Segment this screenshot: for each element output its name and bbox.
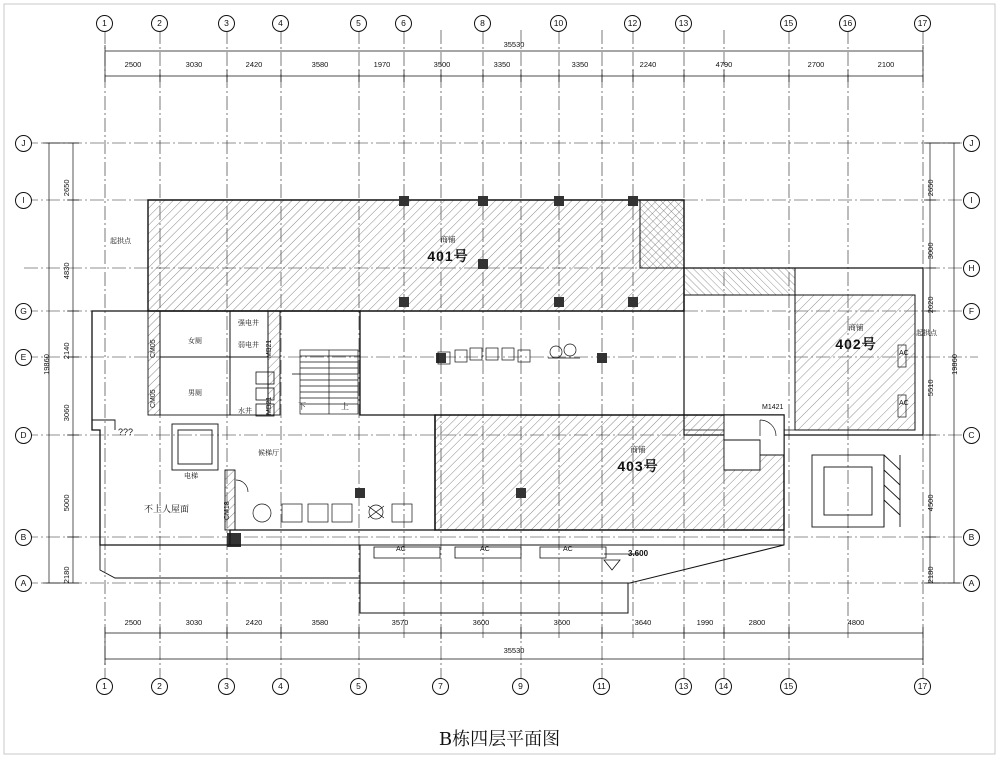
top-dim-8: 3350 — [571, 60, 589, 69]
left-dim-5: 5000 — [61, 494, 71, 512]
grid-bubble-right-F: F — [963, 303, 980, 320]
left-dim-1: 2650 — [61, 179, 71, 197]
bottom-dim-5: 3570 — [391, 618, 409, 627]
right-dim-4: 5510 — [925, 379, 935, 397]
grid-bubble-left-D: D — [15, 427, 32, 444]
shop-402-sub: 商铺 — [848, 323, 864, 332]
door-cm05-b-label: CM05 — [150, 389, 157, 408]
grid-bubble-top-4: 4 — [272, 15, 289, 32]
bottom-dim-1: 2500 — [124, 618, 142, 627]
grid-bubble-bottom-11: 11 — [593, 678, 610, 695]
grid-bubble-top-6: 6 — [395, 15, 412, 32]
stair-up-label: 上 — [341, 402, 349, 411]
grid-bubble-bottom-9: 9 — [512, 678, 529, 695]
level-mark-label: 3.600 — [628, 549, 649, 558]
ac-unit-right-1-label: AC — [899, 350, 909, 357]
door-cm05-a-label: CM05 — [150, 339, 157, 358]
grid-bubble-top-15: 15 — [780, 15, 797, 32]
top-dim-4: 3580 — [311, 60, 329, 69]
grid-bubble-bottom-4: 4 — [272, 678, 289, 695]
unknown-mark-label: ??? — [118, 427, 134, 437]
grid-bubble-bottom-1: 1 — [96, 678, 113, 695]
overall-height-right: 19860 — [949, 354, 959, 375]
grid-bubble-top-1: 1 — [96, 15, 113, 32]
起拱点-left-label: 起拱点 — [110, 238, 131, 245]
grid-bubble-bottom-5: 5 — [350, 678, 367, 695]
grid-bubble-left-I: I — [15, 192, 32, 209]
toilet-female-label: 女厕 — [188, 338, 202, 345]
bottom-dim-7: 3600 — [553, 618, 571, 627]
right-dim-3: 2020 — [925, 296, 935, 314]
shop-401-sub: 商铺 — [440, 235, 456, 244]
right-dim-2: 3000 — [925, 242, 935, 260]
shop-403-label — [588, 444, 688, 476]
door-mb21-b-label: MB21 — [266, 396, 273, 415]
top-dim-12: 2100 — [877, 60, 895, 69]
grid-bubble-bottom-2: 2 — [151, 678, 168, 695]
bottom-dim-3: 2420 — [245, 618, 263, 627]
door-m1421-label: M1421 — [762, 404, 784, 411]
weak-electric-shaft-label: 弱电井 — [238, 342, 259, 349]
grid-bubble-top-17: 17 — [914, 15, 931, 32]
grid-bubble-top-3: 3 — [218, 15, 235, 32]
bottom-dim-9: 1990 — [696, 618, 714, 627]
shop-403-number: 403号 — [617, 458, 659, 474]
non-accessible-roof-label: 不上人屋面 — [144, 504, 190, 514]
grid-bubble-bottom-15: 15 — [780, 678, 797, 695]
grid-bubble-left-A: A — [15, 575, 32, 592]
left-dim-4: 3060 — [61, 404, 71, 422]
stair-down-label: 下 — [298, 402, 306, 411]
grid-bubble-top-10: 10 — [550, 15, 567, 32]
shop-402-number: 402号 — [835, 336, 877, 352]
bottom-dim-6: 3600 — [472, 618, 490, 627]
drawing-title: B栋四层平面图 — [438, 729, 561, 750]
grid-bubble-top-5: 5 — [350, 15, 367, 32]
grid-bubble-bottom-7: 7 — [432, 678, 449, 695]
ac-unit-1-label: AC — [396, 546, 406, 553]
grid-bubble-left-E: E — [15, 349, 32, 366]
grid-bubble-top-12: 12 — [624, 15, 641, 32]
grid-bubble-bottom-13: 13 — [675, 678, 692, 695]
grid-bubble-top-2: 2 — [151, 15, 168, 32]
shop-401-number: 401号 — [427, 248, 469, 264]
grid-bubble-top-8: 8 — [474, 15, 491, 32]
top-dim-7: 3350 — [493, 60, 511, 69]
bottom-dim-11: 4800 — [847, 618, 865, 627]
ac-unit-2-label: AC — [480, 546, 490, 553]
right-dim-5: 4500 — [925, 494, 935, 512]
shop-403-sub: 商铺 — [630, 445, 646, 454]
top-dim-2: 3030 — [185, 60, 203, 69]
grid-bubble-right-B: B — [963, 529, 980, 546]
right-dim-6: 2180 — [925, 566, 935, 584]
grid-bubble-bottom-14: 14 — [715, 678, 732, 695]
grid-bubble-bottom-3: 3 — [218, 678, 235, 695]
shop-401-label — [398, 234, 498, 266]
grid-bubble-right-A: A — [963, 575, 980, 592]
grid-bubble-bottom-17: 17 — [914, 678, 931, 695]
grid-bubble-top-13: 13 — [675, 15, 692, 32]
water-shaft-label: 水井 — [238, 408, 252, 415]
top-dim-6: 3500 — [433, 60, 451, 69]
elevator-label: 电梯 — [184, 473, 198, 480]
overall-width-bottom: 35530 — [503, 646, 525, 655]
left-dim-3: 2140 — [61, 342, 71, 360]
grid-bubble-top-16: 16 — [839, 15, 856, 32]
toilet-male-label: 男厕 — [188, 390, 202, 397]
grid-bubble-left-B: B — [15, 529, 32, 546]
grid-bubble-right-I: I — [963, 192, 980, 209]
strong-electric-shaft-label: 强电井 — [238, 320, 259, 327]
grid-bubble-right-C: C — [963, 427, 980, 444]
起拱点-right-label: 起拱点 — [916, 330, 937, 337]
top-dim-1: 2500 — [124, 60, 142, 69]
grid-bubble-right-J: J — [963, 135, 980, 152]
top-dim-5: 1970 — [373, 60, 391, 69]
top-dim-9: 2240 — [639, 60, 657, 69]
grid-bubble-left-J: J — [15, 135, 32, 152]
door-cm18-label: CM18 — [224, 501, 231, 520]
top-dim-11: 2700 — [807, 60, 825, 69]
top-dim-10: 4790 — [715, 60, 733, 69]
elevator-hall-label: 候梯厅 — [258, 450, 279, 457]
left-dim-2: 4830 — [61, 262, 71, 280]
ac-unit-3-label: AC — [563, 546, 573, 553]
top-dim-3: 2420 — [245, 60, 263, 69]
ac-unit-right-2-label: AC — [899, 400, 909, 407]
grid-bubble-right-H: H — [963, 260, 980, 277]
bottom-dim-10: 2800 — [748, 618, 766, 627]
shop-402-label — [806, 322, 906, 354]
bottom-dim-2: 3030 — [185, 618, 203, 627]
overall-width-top: 35530 — [503, 40, 525, 49]
overall-height-left: 19860 — [41, 354, 51, 375]
bottom-dim-8: 3640 — [634, 618, 652, 627]
left-dim-6: 2180 — [61, 566, 71, 584]
right-dim-1: 2650 — [925, 179, 935, 197]
grid-bubble-left-G: G — [15, 303, 32, 320]
door-mb21-a-label: MB21 — [266, 339, 273, 358]
bottom-dim-4: 3580 — [311, 618, 329, 627]
